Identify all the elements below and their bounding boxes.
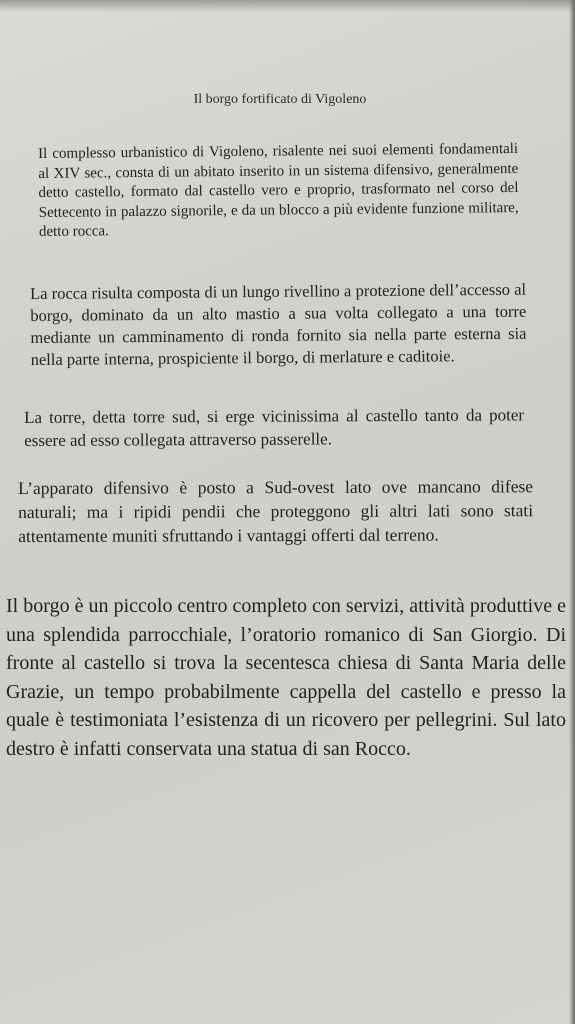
paragraph-borgo: Il borgo è un piccolo centro completo con servizi, attività produttive e una splendida parrocchiale, l’oratorio romanico di San Giorgio. Di fronte al castello si trova la secentesca chiesa di Santa Maria delle Grazie, un tempo probabilmente cappella del castello e presso la quale è testimoniata l’esistenza di un ricovero per pellegrini. Sul lato destro è infatti conservata una statua di san Rocco. <box>6 595 566 760</box>
page-top-shadow <box>0 0 575 12</box>
document-title: Il borgo fortificato di Vigoleno <box>193 92 367 107</box>
paragraph-rocca: La rocca risulta composta di un lungo rivellino a protezione dell’accesso al borgo, dominato da un alto mastio a sua volta collegato a una torre mediante un camminamento di ronda fornito sia nella parte esterna sia nella parte interna, prospiciente il borgo, di merlature e caditoie. <box>30 279 527 369</box>
paragraph-complesso-urbanistico: Il complesso urbanistico di Vigoleno, risalente nei suoi elementi fondamentali al XIV sec., consta di un abitato inserito in un sistema difensivo, generalmente detto castello, formato dal castello vero e proprio, trasformato nel corso del Settecento in palazzo signorile, e da un blocco a più evidente funzione militare, detto rocca. <box>38 140 519 240</box>
paragraph-torre-sud: La torre, detta torre sud, si erge vicinissima al castello tanto da poter essere ad esso collegata attraverso passerelle. <box>24 405 525 450</box>
page-right-edge <box>569 0 575 1024</box>
paragraph-apparato-difensivo: L’apparato difensivo è posto a Sud-ovest lato ove mancano difese naturali; ma i ripidi pendii che proteggono gli altri lati sono stati attentamente muniti sfruttando i vantaggi offerti dal terreno. <box>18 476 534 546</box>
